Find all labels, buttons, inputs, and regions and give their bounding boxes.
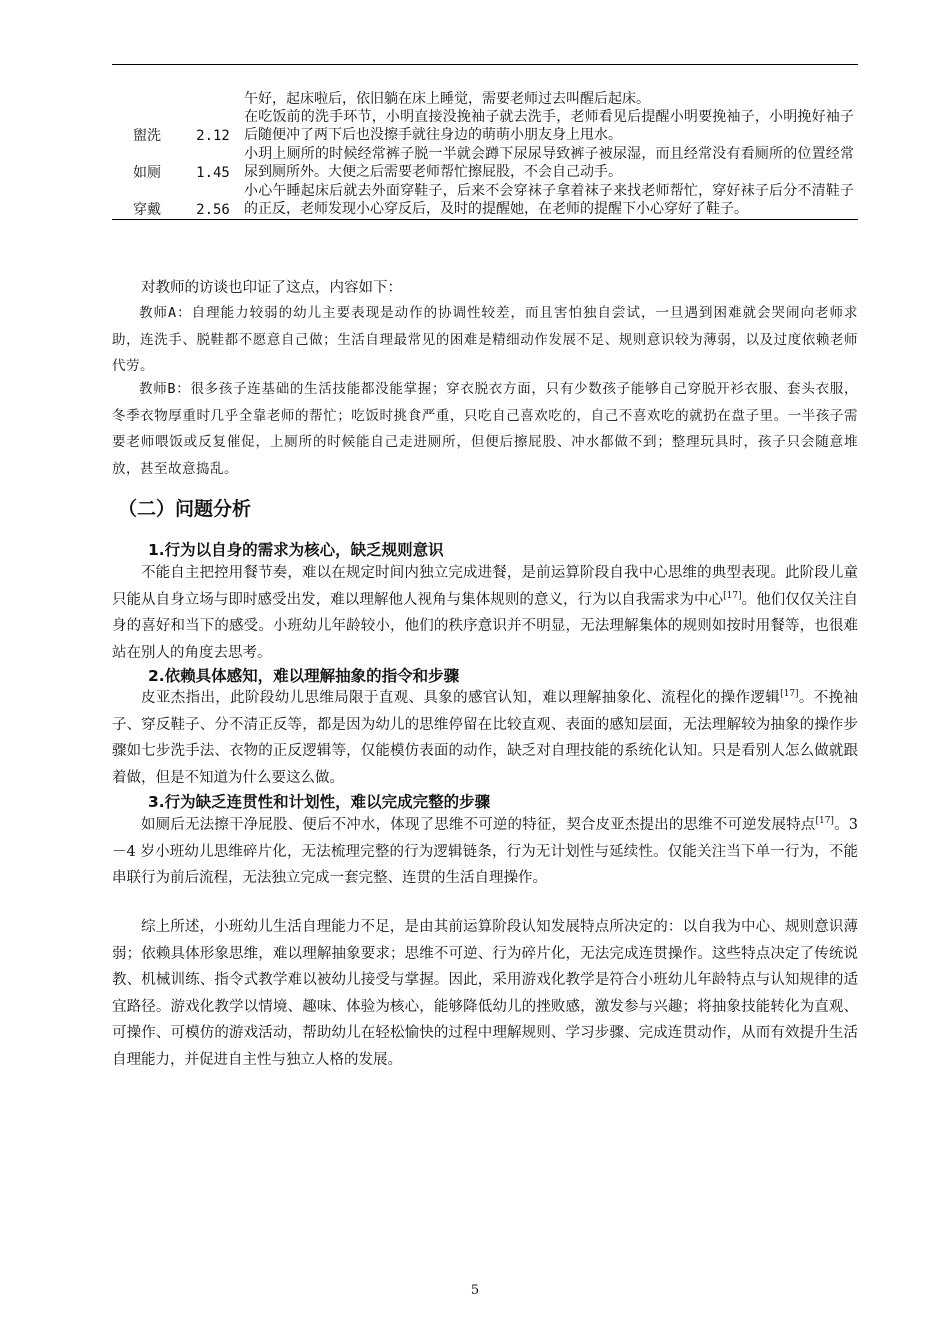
- table-row: [112, 90, 858, 108]
- subsection-1-title: 1.行为以自身的需求为核心，缺乏规则意识: [148, 541, 444, 559]
- table-row: [112, 182, 858, 220]
- table-score: 2.12: [196, 128, 230, 144]
- table-score: 1.45: [196, 165, 230, 181]
- section-title: （二）问题分析: [118, 498, 252, 520]
- table-category: 如厕: [133, 165, 161, 181]
- table-category: 穿戴: [112, 182, 182, 220]
- summary-paragraph: 综上所述，小班幼儿生活自理能力不足，是由其前运算阶段认知发展特点所决定的：以自我为中心、规则意识薄弱；依赖具体形象思维，难以理解抽象要求；思维不可逆、行为碎片化，无法完成连贯操作。这些特点决定了传统说教、机械训练、指令式教学难以被幼儿接受与掌握。因此，采用游戏化教学是符合小班幼儿年龄特点与认知规律的适宜路径。游戏化教学以情境、趣味、体验为核心，能够降低幼儿的挫败感，激发参与兴趣；将抽象技能转化为直观、可操作、可模仿的游戏活动，帮助幼儿在轻松愉快的过程中理解规则、学习步骤、完成连贯动作，从而有效提升生活自理能力，并促进自主性与独立人格的发展。: [112, 919, 858, 1068]
- citation: [17]: [815, 816, 834, 827]
- citation: [17]: [780, 689, 799, 700]
- subsection-2-title: 2.依赖具体感知，难以理解抽象的指令和步骤: [148, 667, 460, 685]
- table-description: 在吃饭前的洗手环节，小明直接没挽袖子就去洗手，老师看见后提醒小明要挽袖子，小明挽好袖子后随便冲了两下后也没擦手就往身边的萌萌小朋友身上甩水。: [244, 109, 854, 143]
- table-row: [112, 108, 858, 145]
- subsection-1-text: 不能自主把控用餐节奏，难以在规定时间内独立完成进餐，是前运算阶段自我中心思维的典型表现。此阶段儿童只能从自身立场与即时感受出发，难以理解他人视角与集体规则的意义，行为以自我需求为中心[17]。他们仅仅关注自身的喜好和当下的感受。小班幼儿年龄较小，他们的秩序意识并不明显，无法理解集体的规则如按时用餐等，也很难站在别人的角度去思考。: [112, 565, 858, 661]
- citation: [17]: [723, 590, 742, 601]
- header-rule: [112, 64, 858, 65]
- interview-intro: 对教师的访谈也印证了这点，内容如下：: [141, 280, 402, 296]
- observation-table: [112, 90, 858, 220]
- subsection-3-text: 如厕后无法擦干净屁股、便后不冲水，体现了思维不可逆的特征，契合皮亚杰提出的思维不可逆发展特点[17]。3－4 岁小班幼儿思维碎片化，无法梳理完整的行为逻辑链条，行为无计划性与延续性。仅能关注当下单一行为，不能串联行为前后流程，无法独立完成一套完整、连贯的生活自理操作。: [112, 816, 858, 886]
- page-number: 5: [470, 1283, 480, 1298]
- table-score: 2.56: [182, 182, 244, 220]
- table-description: 小玥上厕所的时候经常裤子脱一半就会蹲下尿尿导致裤子被尿湿，而且经常没有看厕所的位置经常尿到厕所外。大便之后需要老师帮忙擦屁股，不会自己动手。: [244, 146, 854, 180]
- table-row: [112, 145, 858, 182]
- teacher-b-quote: 教师B：很多孩子连基础的生活技能都没能掌握；穿衣脱衣方面，只有少数孩子能够自己穿脱开衫衣服、套头衣服，冬季衣物厚重时几乎全靠老师的帮忙；吃饭时挑食严重，只吃自己喜欢吃的，自己不喜欢吃的就扔在盘子里。一半孩子需要老师喂饭或反复催促，上厕所的时候能自己走进厕所，但便后擦屁股、冲水都做不到；整理玩具时，孩子只会随意堆放，甚至故意捣乱。: [112, 381, 858, 477]
- subsection-3-title: 3.行为缺乏连贯性和计划性，难以完成完整的步骤: [148, 793, 491, 811]
- table-continuation-text: 午好，起床啦后，依旧躺在床上睡觉，需要老师过去叫醒后起床。: [244, 91, 650, 107]
- teacher-a-quote: 教师A：自理能力较弱的幼儿主要表现是动作的协调性较差，而且害怕独自尝试，一旦遇到困难就会哭闹向老师求助，连洗手、脱鞋都不愿意自己做；生活自理最常见的困难是精细动作发展不足、规则意识较为薄弱，以及过度依赖老师代劳。: [112, 305, 858, 374]
- subsection-2-text: 皮亚杰指出，此阶段幼儿思维局限于直观、具象的感官认知，难以理解抽象化、流程化的操作逻辑[17]。不挽袖子、穿反鞋子、分不清正反等，都是因为幼儿的思维停留在比较直观、表面的感知层面，无法理解较为抽象的操作步骤如七步洗手法、衣物的正反逻辑等，仅能模仿表面的动作，缺乏对自理技能的系统化认知。只是看别人怎么做就跟着做，但是不知道为什么要这么做。: [112, 689, 859, 786]
- table-description: 小心午睡起床后就去外面穿鞋子，后来不会穿袜子拿着袜子来找老师帮忙，穿好袜子后分不清鞋子的正反，老师发现小心穿反后，及时的提醒她，在老师的提醒下小心穿好了鞋子。: [244, 182, 858, 220]
- table-category: 盥洗: [133, 128, 161, 144]
